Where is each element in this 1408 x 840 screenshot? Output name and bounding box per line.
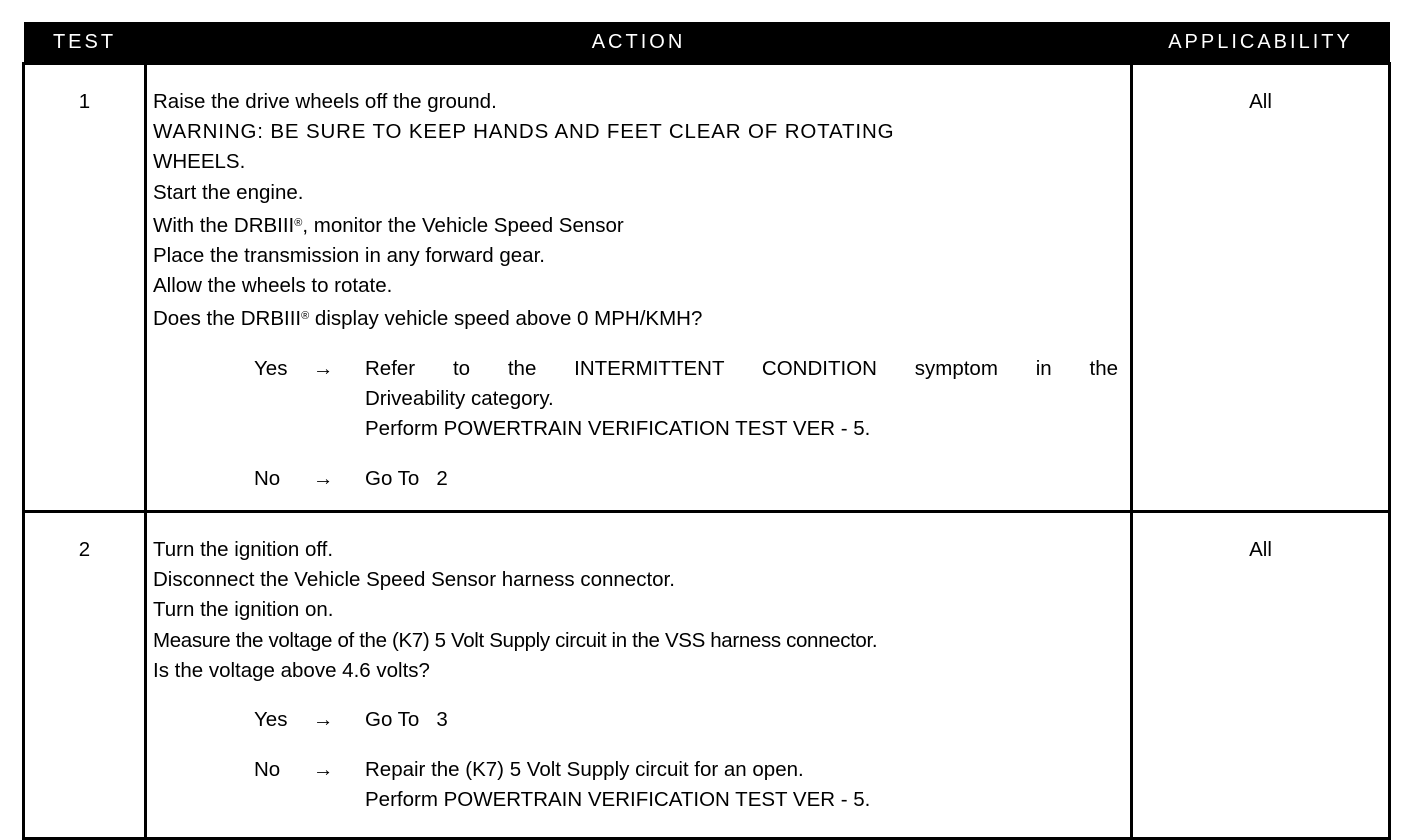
action-line: Start the engine. [153, 180, 304, 204]
question-line: Does the DRBIII® display vehicle speed above 0 MPH/KMH? [153, 307, 703, 331]
outcome-yes [153, 705, 1124, 735]
table-row [24, 512, 1390, 839]
result-line: Perform POWERTRAIN VERIFICATION TEST VER - 5. [365, 788, 871, 812]
action-line: Allow the wheels to rotate. [153, 274, 393, 298]
header-applicability: APPLICABILITY [1132, 22, 1390, 64]
action-line: Measure the voltage of the (K7) 5 Volt Supply circuit in the VSS harness connector. [153, 628, 878, 652]
result-line: Repair the (K7) 5 Volt Supply circuit for an open. [365, 758, 804, 782]
test-number: 1 [24, 64, 146, 512]
action-line: Place the transmission in any forward gear. [153, 244, 545, 268]
action-line: With the DRBIII®, monitor the Vehicle Speed Sensor [153, 213, 624, 237]
applicability-value: All [1132, 64, 1390, 512]
result-line: Go To 2 [365, 467, 448, 491]
outcome-no [153, 755, 1124, 815]
applicability-value: All [1132, 512, 1390, 839]
arrow-right-icon: → [313, 467, 334, 491]
outcome-result [365, 464, 1124, 494]
outcome-result [365, 354, 1124, 445]
registered-mark: ® [301, 310, 310, 323]
table-header-row [24, 22, 1390, 64]
arrow-right-icon: → [313, 708, 334, 732]
header-action: ACTION [146, 22, 1132, 64]
action-line: Disconnect the Vehicle Speed Sensor harness connector. [153, 568, 675, 592]
action-line: Raise the drive wheels off the ground. [153, 90, 497, 113]
header-test: TEST [24, 22, 146, 64]
arrow-right-icon: → [313, 356, 334, 380]
diagnostic-test-table [22, 22, 1388, 812]
outcome-yes [153, 354, 1124, 445]
result-line: Perform POWERTRAIN VERIFICATION TEST VER - 5. [365, 417, 871, 441]
answer-label: No [254, 467, 281, 491]
result-line: Refer to the INTERMITTENT CONDITION symptom in the [365, 356, 1118, 380]
warning-line: WHEELS. [153, 150, 246, 174]
answer-label: Yes [254, 356, 288, 380]
action-cell [146, 512, 1132, 839]
answer-label: No [254, 758, 281, 782]
table-row [24, 64, 1390, 512]
action-line: Turn the ignition off. [153, 538, 334, 561]
test-number: 2 [24, 512, 146, 839]
outcome-result [365, 755, 1124, 815]
test-table [22, 22, 1391, 840]
question-line: Is the voltage above 4.6 volts? [153, 658, 430, 682]
action-line: Turn the ignition on. [153, 598, 334, 622]
result-line: Driveability category. [365, 386, 554, 410]
answer-label: Yes [254, 708, 288, 732]
outcome-result [365, 705, 1124, 735]
registered-mark: ® [294, 216, 303, 229]
warning-line: WARNING: BE SURE TO KEEP HANDS AND FEET CLEAR OF ROTATING [153, 120, 895, 144]
action-cell [146, 64, 1132, 512]
result-line: Go To 3 [365, 708, 448, 732]
outcome-no [153, 464, 1124, 494]
arrow-right-icon: → [313, 758, 334, 782]
